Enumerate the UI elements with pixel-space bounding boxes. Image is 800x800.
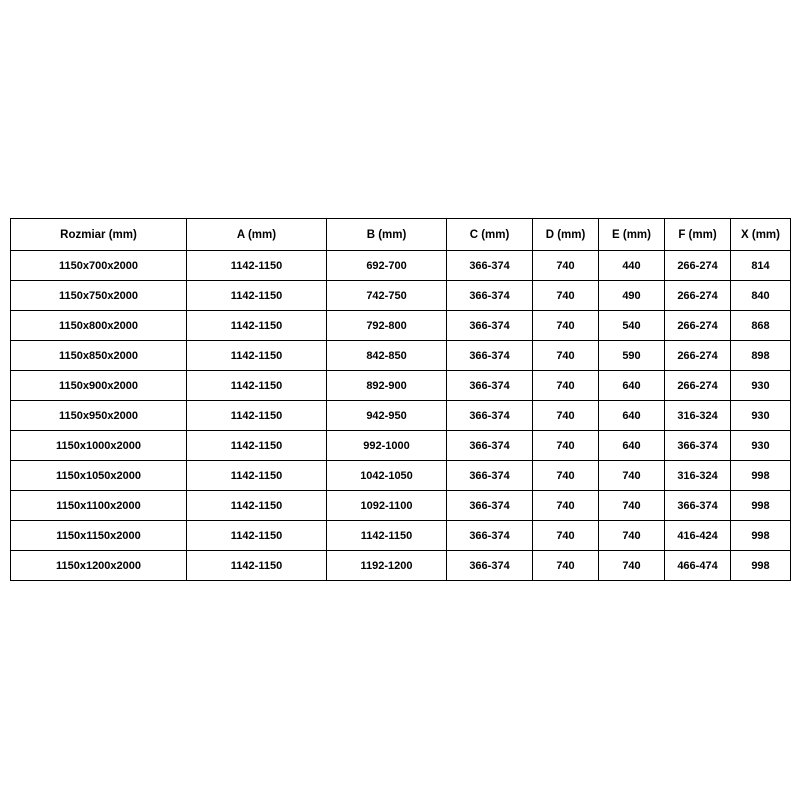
- cell-f: 366-374: [665, 491, 731, 521]
- table-row: [11, 341, 791, 371]
- cell-b: 1092-1100: [327, 491, 447, 521]
- cell-e: 740: [599, 461, 665, 491]
- cell-b: 1042-1050: [327, 461, 447, 491]
- column-header-d: D (mm): [533, 219, 599, 251]
- cell-f: 266-274: [665, 371, 731, 401]
- cell-a: 1142-1150: [187, 461, 327, 491]
- cell-d: 740: [533, 461, 599, 491]
- cell-size: 1150x1100x2000: [11, 491, 187, 521]
- table-body: [11, 251, 791, 581]
- cell-f: 316-324: [665, 461, 731, 491]
- cell-x: 998: [731, 521, 791, 551]
- cell-c: 366-374: [447, 341, 533, 371]
- cell-d: 740: [533, 401, 599, 431]
- cell-a: 1142-1150: [187, 311, 327, 341]
- cell-d: 740: [533, 311, 599, 341]
- table-row: [11, 401, 791, 431]
- cell-e: 490: [599, 281, 665, 311]
- cell-d: 740: [533, 251, 599, 281]
- cell-x: 998: [731, 551, 791, 581]
- column-header-f: F (mm): [665, 219, 731, 251]
- cell-a: 1142-1150: [187, 251, 327, 281]
- specification-table-container: [10, 218, 790, 581]
- table-row: [11, 461, 791, 491]
- cell-size: 1150x900x2000: [11, 371, 187, 401]
- cell-d: 740: [533, 491, 599, 521]
- cell-size: 1150x1000x2000: [11, 431, 187, 461]
- cell-x: 998: [731, 461, 791, 491]
- column-header-c: C (mm): [447, 219, 533, 251]
- cell-b: 742-750: [327, 281, 447, 311]
- table-row: [11, 311, 791, 341]
- cell-f: 266-274: [665, 311, 731, 341]
- cell-f: 266-274: [665, 281, 731, 311]
- cell-e: 590: [599, 341, 665, 371]
- cell-b: 842-850: [327, 341, 447, 371]
- cell-x: 898: [731, 341, 791, 371]
- cell-c: 366-374: [447, 461, 533, 491]
- cell-e: 540: [599, 311, 665, 341]
- cell-b: 892-900: [327, 371, 447, 401]
- cell-c: 366-374: [447, 491, 533, 521]
- cell-size: 1150x850x2000: [11, 341, 187, 371]
- cell-a: 1142-1150: [187, 341, 327, 371]
- specification-table: [10, 218, 791, 581]
- cell-size: 1150x1050x2000: [11, 461, 187, 491]
- cell-size: 1150x1200x2000: [11, 551, 187, 581]
- cell-d: 740: [533, 521, 599, 551]
- column-header-e: E (mm): [599, 219, 665, 251]
- cell-b: 1192-1200: [327, 551, 447, 581]
- column-header-a: A (mm): [187, 219, 327, 251]
- cell-f: 266-274: [665, 341, 731, 371]
- cell-c: 366-374: [447, 401, 533, 431]
- cell-f: 266-274: [665, 251, 731, 281]
- cell-e: 640: [599, 401, 665, 431]
- cell-e: 640: [599, 371, 665, 401]
- table-header-row: [11, 219, 791, 251]
- cell-e: 440: [599, 251, 665, 281]
- cell-size: 1150x950x2000: [11, 401, 187, 431]
- cell-b: 992-1000: [327, 431, 447, 461]
- cell-e: 740: [599, 551, 665, 581]
- cell-a: 1142-1150: [187, 371, 327, 401]
- table-row: [11, 551, 791, 581]
- table-header: [11, 219, 791, 251]
- cell-b: 692-700: [327, 251, 447, 281]
- cell-d: 740: [533, 431, 599, 461]
- table-row: [11, 491, 791, 521]
- cell-x: 930: [731, 371, 791, 401]
- cell-a: 1142-1150: [187, 401, 327, 431]
- cell-f: 316-324: [665, 401, 731, 431]
- cell-f: 416-424: [665, 521, 731, 551]
- cell-x: 930: [731, 431, 791, 461]
- cell-size: 1150x750x2000: [11, 281, 187, 311]
- cell-x: 814: [731, 251, 791, 281]
- cell-d: 740: [533, 341, 599, 371]
- cell-f: 466-474: [665, 551, 731, 581]
- table-row: [11, 371, 791, 401]
- cell-c: 366-374: [447, 431, 533, 461]
- cell-c: 366-374: [447, 371, 533, 401]
- table-row: [11, 431, 791, 461]
- column-header-x: X (mm): [731, 219, 791, 251]
- cell-size: 1150x1150x2000: [11, 521, 187, 551]
- cell-x: 998: [731, 491, 791, 521]
- table-row: [11, 281, 791, 311]
- cell-b: 942-950: [327, 401, 447, 431]
- cell-d: 740: [533, 551, 599, 581]
- column-header-size: Rozmiar (mm): [11, 219, 187, 251]
- cell-c: 366-374: [447, 521, 533, 551]
- cell-e: 640: [599, 431, 665, 461]
- cell-c: 366-374: [447, 281, 533, 311]
- cell-e: 740: [599, 521, 665, 551]
- table-row: [11, 251, 791, 281]
- column-header-b: B (mm): [327, 219, 447, 251]
- cell-x: 868: [731, 311, 791, 341]
- cell-e: 740: [599, 491, 665, 521]
- cell-a: 1142-1150: [187, 431, 327, 461]
- cell-x: 930: [731, 401, 791, 431]
- cell-c: 366-374: [447, 251, 533, 281]
- cell-x: 840: [731, 281, 791, 311]
- cell-c: 366-374: [447, 311, 533, 341]
- cell-size: 1150x800x2000: [11, 311, 187, 341]
- cell-size: 1150x700x2000: [11, 251, 187, 281]
- cell-a: 1142-1150: [187, 491, 327, 521]
- cell-f: 366-374: [665, 431, 731, 461]
- cell-c: 366-374: [447, 551, 533, 581]
- cell-b: 792-800: [327, 311, 447, 341]
- cell-d: 740: [533, 371, 599, 401]
- cell-a: 1142-1150: [187, 521, 327, 551]
- cell-a: 1142-1150: [187, 281, 327, 311]
- cell-d: 740: [533, 281, 599, 311]
- table-row: [11, 521, 791, 551]
- cell-b: 1142-1150: [327, 521, 447, 551]
- cell-a: 1142-1150: [187, 551, 327, 581]
